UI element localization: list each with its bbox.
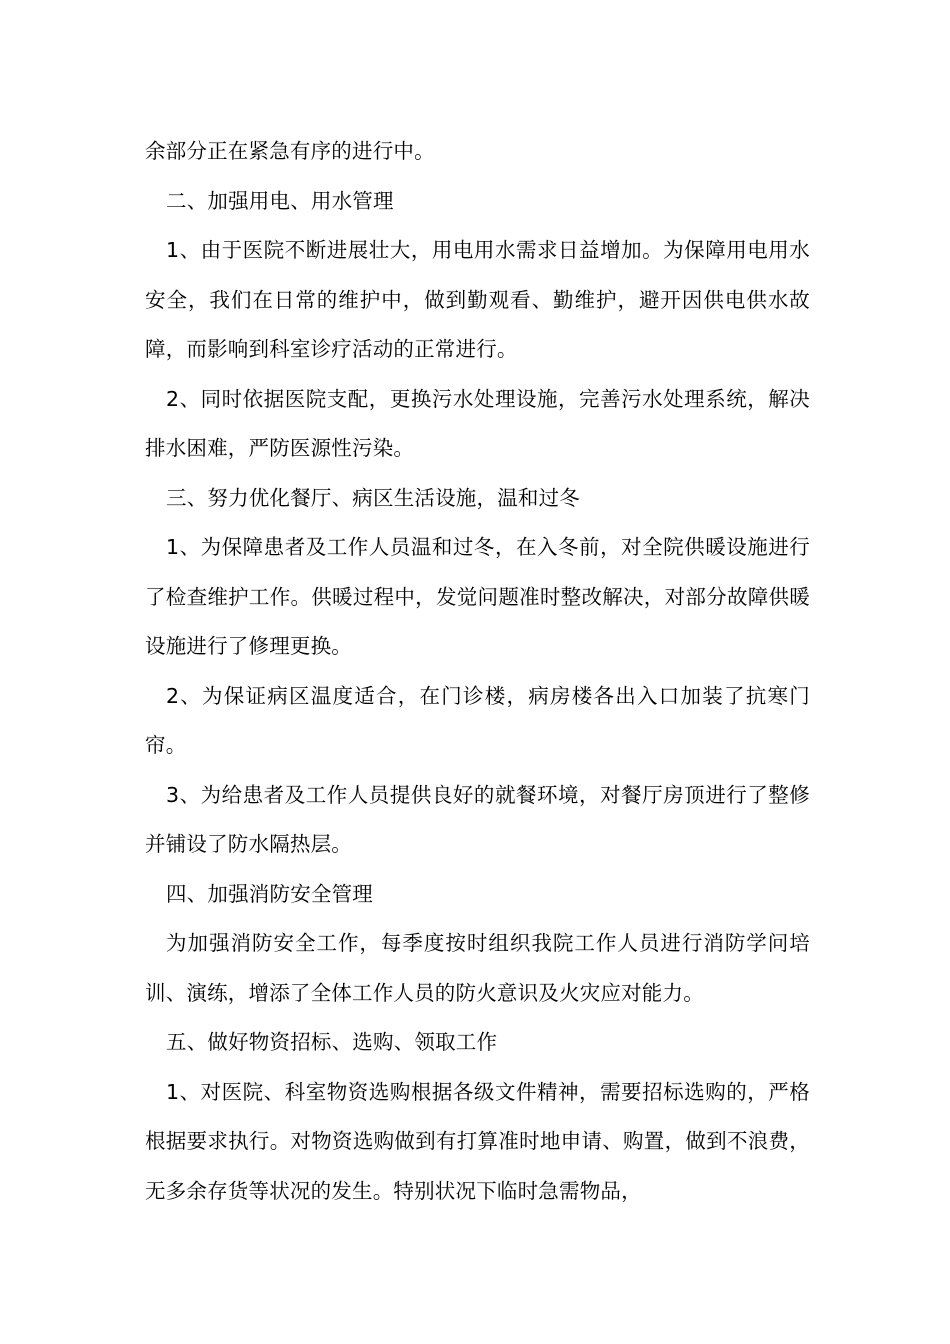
paragraph-item: 为加强消防安全工作，每季度按时组织我院工作人员进行消防学问培训、演练，增添了全体工作人员的防火意识及火灾应对能力。 <box>145 931 810 1005</box>
paragraph-continuation: 余部分正在紧急有序的进行中。 <box>145 139 435 163</box>
paragraph-item: 2、同时依据医院支配，更换污水处理设施，完善污水处理系统，解决排水困难，严防医源性污染。 <box>145 386 810 460</box>
paragraph-item: 2、为保证病区温度适合，在门诊楼，病房楼各出入口加装了抗寒门帘。 <box>145 683 810 757</box>
paragraph-item: 1、为保障患者及工作人员温和过冬，在入冬前，对全院供暖设施进行了检查维护工作。供暖过程中，发觉问题准时整改解决，对部分故障供暖设施进行了修理更换。 <box>145 535 810 658</box>
paragraph-item: 3、为给患者及工作人员提供良好的就餐环境，对餐厅房顶进行了整修并铺设了防水隔热层。 <box>145 782 810 856</box>
paragraph-item: 1、由于医院不断进展壮大，用电用水需求日益增加。为保障用电用水安全，我们在日常的维护中，做到勤观看、勤维护，避开因供电供水故障，而影响到科室诊疗活动的正常进行。 <box>145 238 810 361</box>
section-heading-procurement: 五、做好物资招标、选购、领取工作 <box>166 1030 498 1054</box>
section-heading-electricity-water: 二、加强用电、用水管理 <box>166 188 394 213</box>
section-heading-fire-safety: 四、加强消防安全管理 <box>166 881 373 906</box>
document-body <box>145 127 810 1216</box>
paragraph-item: 1、对医院、科室物资选购根据各级文件精神，需要招标选购的，严格根据要求执行。对物资选购做到有打算准时地申请、购置，做到不浪费，无多余存货等状况的发生。特别状况下临时急需物品， <box>145 1079 810 1203</box>
section-heading-dining-ward: 三、努力优化餐厅、病区生活设施，温和过冬 <box>166 485 580 510</box>
